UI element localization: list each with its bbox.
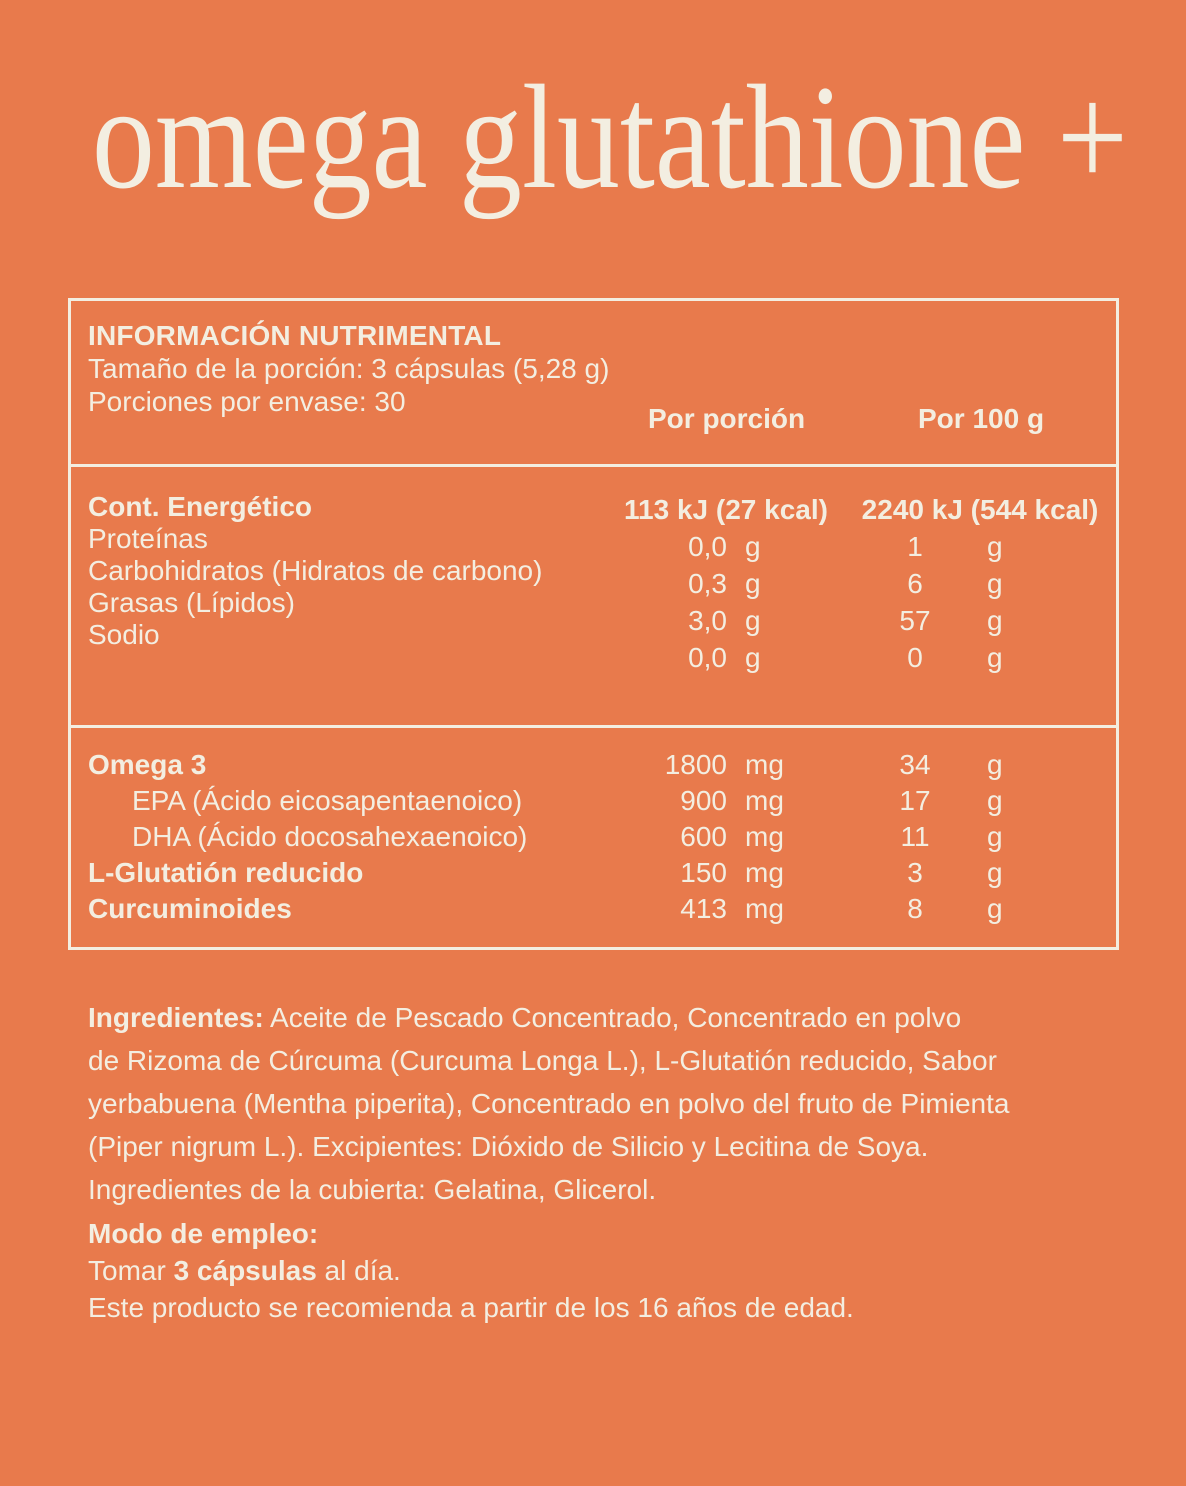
per-serving-value: 1800	[664, 749, 727, 780]
ingredients-section	[68, 996, 1186, 1211]
nutrient-label: Curcuminoides	[88, 893, 292, 924]
column-header-per-serving: Por porción	[648, 403, 806, 434]
panel-header	[71, 301, 1116, 464]
per-100g-value: 11	[900, 821, 930, 852]
nutrient-label: L-Glutatión reducido	[88, 857, 364, 888]
table-row-dha	[88, 819, 1099, 855]
protein-values-row	[620, 528, 1030, 565]
panel-heading: INFORMACIÓN NUTRIMENTAL	[88, 320, 502, 351]
energy-per-serving-value: 113 kJ (27 kcal)	[624, 494, 828, 525]
energy-per-100g-value: 2240 kJ (544 kcal)	[861, 494, 1099, 525]
per-serving-value: 0,0	[688, 642, 727, 673]
nutrient-label-protein: Proteínas	[88, 523, 208, 554]
nutrient-label: EPA (Ácido eicosapentaenoico)	[132, 785, 523, 816]
ingredients-label: Ingredientes:	[88, 1002, 264, 1033]
ingredients-line	[88, 996, 1166, 1039]
per-serving-unit: mg	[745, 893, 784, 924]
per-serving-value: 600	[680, 821, 727, 852]
nutrient-label: DHA (Ácido docosahexaenoico)	[132, 821, 528, 852]
ingredients-text: Aceite de Pescado Concentrado, Concentrado en polvo	[263, 1002, 962, 1033]
product-title: omega glutathione +	[91, 55, 1128, 220]
per-100g-unit: g	[987, 749, 1003, 780]
energy-values	[620, 491, 1099, 725]
per-serving-unit: mg	[745, 857, 784, 888]
usage-dose-line	[88, 1252, 1166, 1289]
per-serving-value: 0,3	[688, 568, 727, 599]
nutrient-label-sodium: Sodio	[88, 619, 160, 650]
per-100g-unit: g	[987, 642, 1003, 673]
usage-heading: Modo de empleo:	[88, 1218, 319, 1249]
per-100g-value: 6	[907, 568, 923, 599]
usage-age-line: Este producto se recomienda a partir de los 16 años de edad.	[88, 1292, 854, 1323]
per-100g-unit: g	[987, 605, 1003, 636]
per-serving-value: 0,0	[688, 531, 727, 562]
table-row-omega3	[88, 747, 1099, 783]
table-row-epa	[88, 783, 1099, 819]
per-serving-value: 150	[680, 857, 727, 888]
per-100g-value: 8	[907, 893, 923, 924]
per-serving-unit: g	[745, 531, 761, 562]
per-100g-unit: g	[987, 568, 1003, 599]
ingredients-line: de Rizoma de Cúrcuma (Curcuma Longa L.), L-Glutatión reducido, Sabor	[88, 1045, 997, 1076]
per-serving-unit: mg	[745, 749, 784, 780]
per-100g-unit: g	[987, 785, 1003, 816]
per-serving-unit: g	[745, 568, 761, 599]
per-serving-unit: g	[745, 642, 761, 673]
nutrient-label-energy: Cont. Energético	[88, 491, 313, 522]
per-100g-value: 34	[899, 749, 931, 780]
nutrient-label-carbs: Carbohidratos (Hidratos de carbono)	[88, 555, 543, 586]
energy-labels	[88, 491, 620, 725]
table-row-glutathione	[88, 855, 1099, 891]
ingredients-line: yerbabuena (Mentha piperita), Concentrado en polvo del fruto de Pimienta	[88, 1088, 1010, 1119]
per-100g-value: 57	[899, 605, 931, 636]
serving-size: Tamaño de la porción: 3 cápsulas (5,28 g)	[88, 353, 610, 384]
ingredients-line: Ingredientes de la cubierta: Gelatina, Glicerol.	[88, 1174, 657, 1205]
per-100g-unit: g	[987, 893, 1003, 924]
usage-dose-pre: Tomar	[88, 1255, 174, 1286]
per-serving-value: 900	[680, 785, 727, 816]
energy-values-row	[620, 491, 1099, 528]
per-serving-unit: mg	[745, 821, 784, 852]
per-100g-value: 0	[907, 642, 923, 673]
usage-dose-amount: 3 cápsulas	[173, 1255, 317, 1286]
nutrient-label-fat: Grasas (Lípidos)	[88, 587, 295, 618]
servings-per-container: Porciones por envase: 30	[88, 386, 406, 417]
per-serving-value: 413	[680, 893, 727, 924]
nutrition-facts-panel	[68, 298, 1119, 950]
per-serving-value: 3,0	[688, 605, 727, 636]
per-100g-value: 17	[899, 785, 931, 816]
per-100g-value: 3	[907, 857, 923, 888]
per-100g-unit: g	[987, 821, 1003, 852]
ingredients-line: (Piper nigrum L.). Excipientes: Dióxido de Silicio y Lecitina de Soya.	[88, 1131, 929, 1162]
nutrient-label: Omega 3	[88, 749, 207, 780]
fat-values-row	[620, 602, 1030, 639]
per-serving-unit: mg	[745, 785, 784, 816]
per-100g-unit: g	[987, 857, 1003, 888]
table-row-curcuminoids	[88, 891, 1099, 927]
energy-section	[71, 467, 1116, 725]
active-ingredients-section	[71, 728, 1116, 947]
usage-dose-post: al día.	[316, 1255, 401, 1286]
per-100g-value: 1	[907, 531, 923, 562]
carbs-values-row	[620, 565, 1030, 602]
per-serving-unit: g	[745, 605, 761, 636]
column-header-per-100g: Por 100 g	[918, 403, 1045, 434]
sodium-values-row	[620, 639, 1030, 676]
usage-section	[68, 1215, 1186, 1326]
per-100g-unit: g	[987, 531, 1003, 562]
